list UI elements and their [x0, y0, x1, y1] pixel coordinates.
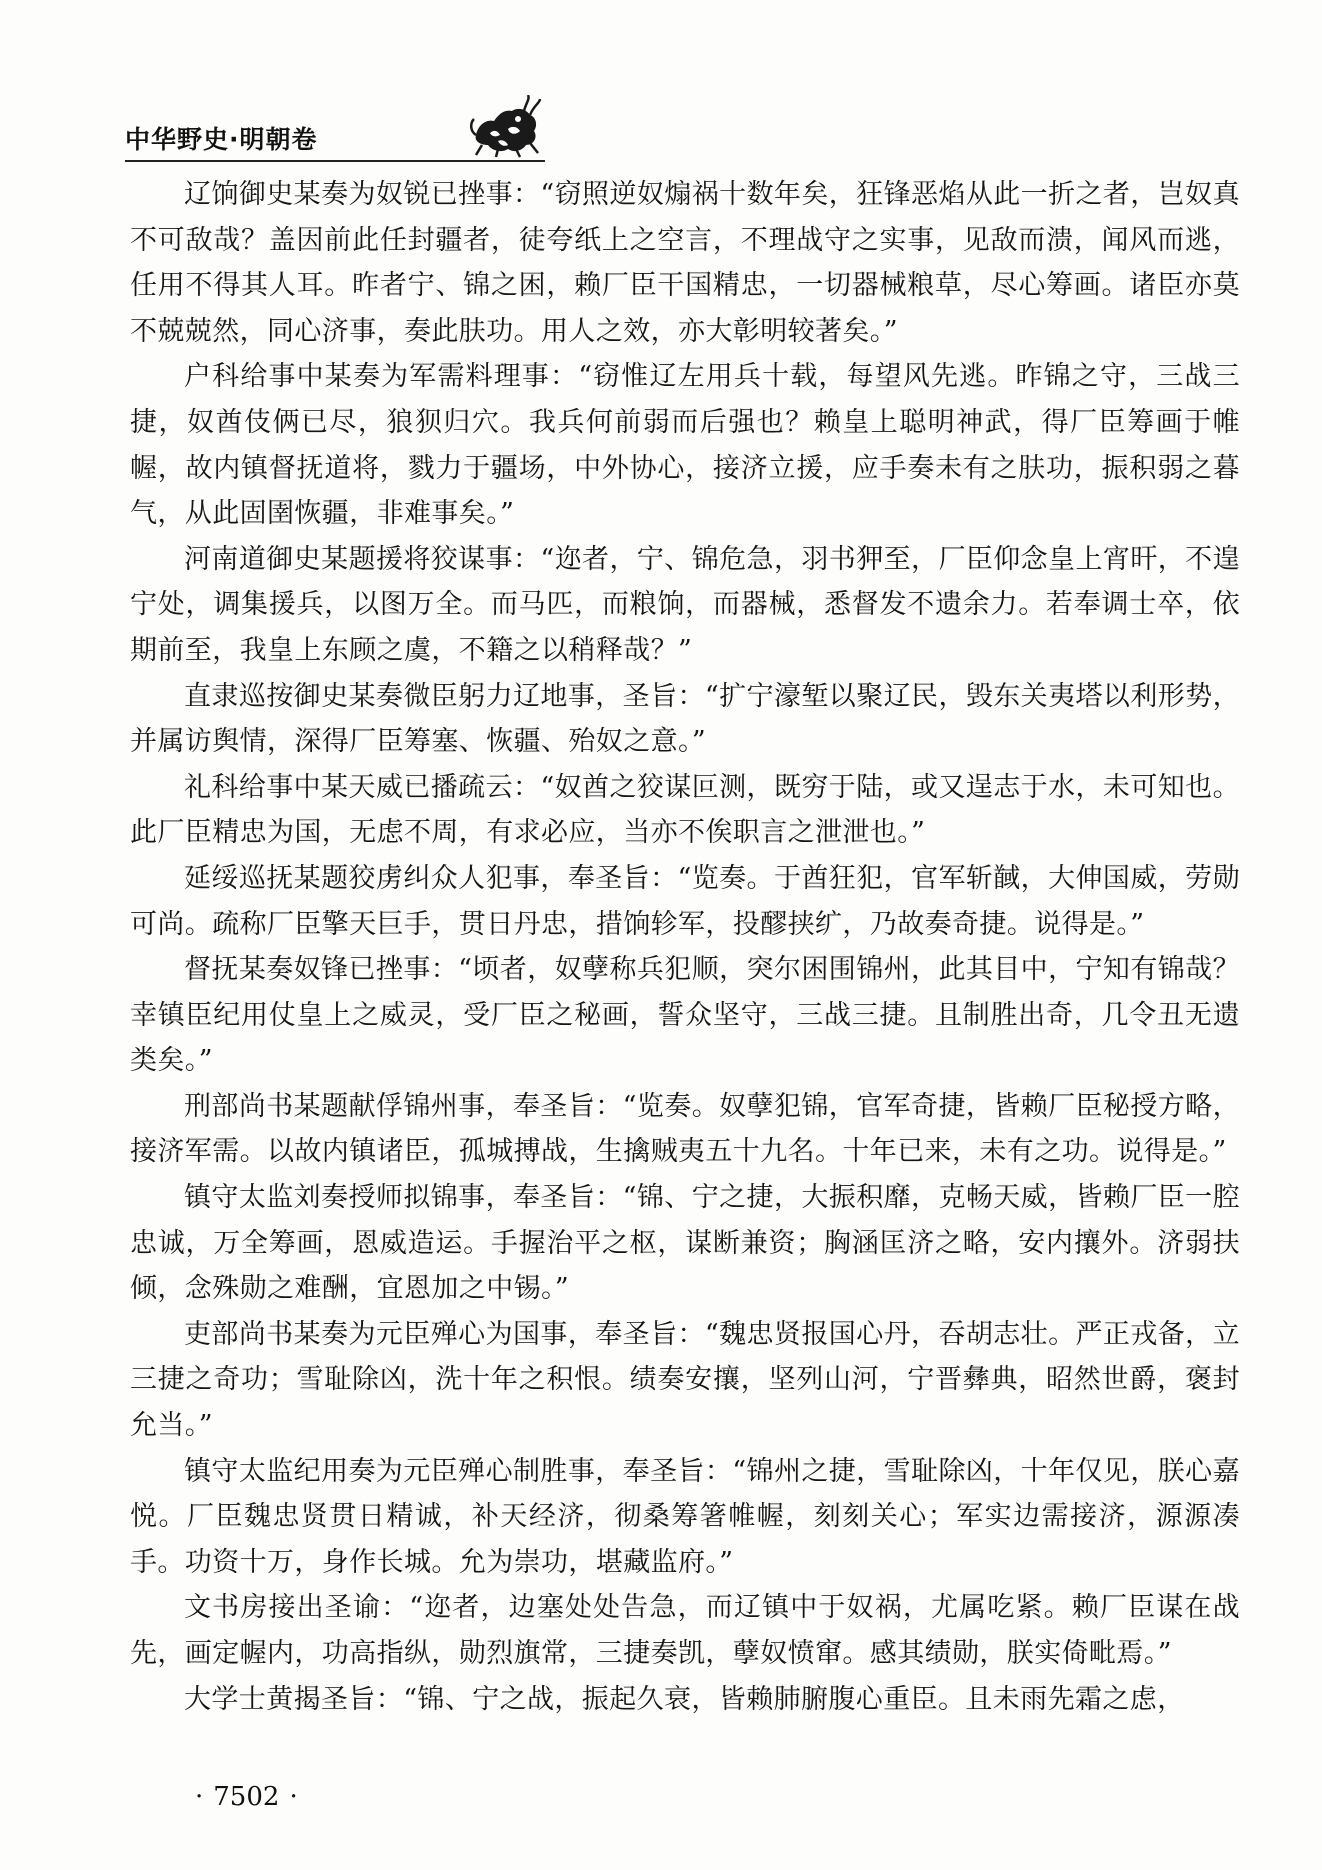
paragraph: 辽饷御史某奏为奴锐已挫事：“窃照逆奴煽祸十数年矣，狂锋恶焰从此一折之者，岂奴真不可敌哉？盖因前此任封疆者，徒夸纸上之空言，不理战守之实事，见敌而溃，闻风而逃，任用不得其人耳。昨者宁、锦之困，赖厂臣干国精忠，一切器械粮草，尽心筹画。诸臣亦莫不兢兢然，同心济事，奏此肤功。用人之效，亦大彰明较著矣。” [130, 179, 1240, 347]
footer-right-mark: · [289, 1782, 298, 1812]
paragraph: 大学士黄揭圣旨：“锦、宁之战，振起久衰，皆赖肺腑腹心重臣。且未雨先霜之虑， [184, 1683, 1185, 1715]
paragraph: 吏部尚书某奏为元臣殚心为国事，奉圣旨：“魏忠贤报国心丹，吞胡志壮。严正戎备，立三捷之奇功；雪耻除凶，洗十年之积恨。绩奏安攘，坚列山河，宁晋彝典，昭然世爵，褒封允当。” [130, 1318, 1240, 1442]
footer-left-mark: · [195, 1782, 204, 1812]
paragraph: 礼科给事中某天威已播疏云：“奴酋之狡谋叵测，既穷于陆，或又逞志于水，未可知也。此厂臣精忠为国，无虑不周，有求必应，当亦不俟职言之泄泄也。” [130, 771, 1240, 849]
page-footer [185, 1782, 308, 1812]
paragraph: 镇守太监纪用奏为元臣殚心制胜事，奉圣旨：“锦州之捷，雪耻除凶，十年仅见，朕心嘉悦。厂臣魏忠贤贯日精诚，补天经济，彻桑筹箸帷幄，刻刻关心；军实边需接济，源源凑手。功资十万，身作长城。允为崇功，堪藏监府。” [130, 1455, 1240, 1578]
paragraph: 文书房接出圣谕：“迩者，边塞处处告急，而辽镇中于奴祸，尤属吃紧。赖厂臣谋在战先，画定幄内，功高指纵，勋烈旗常，三捷奏凯，孽奴愤窜。感其绩勋，朕实倚毗焉。” [130, 1592, 1240, 1669]
paragraph: 河南道御史某题援将狡谋事：“迩者，宁、锦危急，羽书狎至，厂臣仰念皇上宵旰，不遑宁处，调集援兵，以图万全。而马匹，而粮饷，而器械，悉督发不遗余力。若奉调士卒，依期前至，我皇上东顾之虞，不籍之以稍释哉？” [130, 543, 1240, 666]
paragraph: 延绥巡抚某题狡虏纠众人犯事，奉圣旨：“览奏。于酋狂犯，官军斩馘，大伸国威，劳勋可尚。疏称厂臣擎天巨手，贯日丹忠，措饷轸军，投醪挟纩，乃故奏奇捷。说得是。” [130, 862, 1240, 940]
paragraph: 直隶巡按御史某奏微臣躬力辽地事，圣旨：“扩宁濠堑以聚辽民，毁东关夷塔以利形势，并属访舆情，深得厂臣筹塞、恢疆、殆奴之意。” [130, 680, 1240, 758]
page-number: 7502 [213, 1782, 280, 1812]
paragraph: 户科给事中某奏为军需料理事：“窃惟辽左用兵十载，每望风先逃。昨锦之守，三战三捷，奴酋伎俩已尽，狼狈归穴。我兵何前弱而后强也？赖皇上聪明神武，得厂臣筹画于帷幄，故内镇督抚道将，戮力于疆场，中外协心，接济立援，应手奏未有之肤功，振积弱之暮气，从此固圉恢疆，非难事矣。” [130, 361, 1240, 530]
book-title: 中华野史·明朝卷 [125, 125, 318, 154]
main-text [130, 172, 1240, 1722]
header-rule [125, 160, 545, 162]
paragraph: 刑部尚书某题献俘锦州事，奉圣旨：“览奏。奴孽犯锦，官军奇捷，皆赖厂臣秘授方略，接济军需。以故内镇诸臣，孤城搏战，生擒贼夷五十九名。十年已来，未有之功。说得是。” [130, 1090, 1240, 1168]
dragon-emblem-icon [468, 95, 542, 159]
paragraph: 督抚某奏奴锋已挫事：“顷者，奴孽称兵犯顺，突尔困围锦州，此其目中，宁知有锦哉？幸镇臣纪用仗皇上之威灵，受厂臣之秘画，誓众坚守，三战三捷。且制胜出奇，几令丑无遗类矣。” [130, 954, 1240, 1077]
paragraph: 镇守太监刘奏授师拟锦事，奉圣旨：“锦、宁之捷，大振积靡，克畅天威，皆赖厂臣一腔忠诚，万全筹画，恩威造运。手握治平之枢，谋断兼资；胸涵匡济之略，安内攘外。济弱扶倾，念殊勋之难酬，宜恩加之中锡。” [130, 1182, 1240, 1305]
